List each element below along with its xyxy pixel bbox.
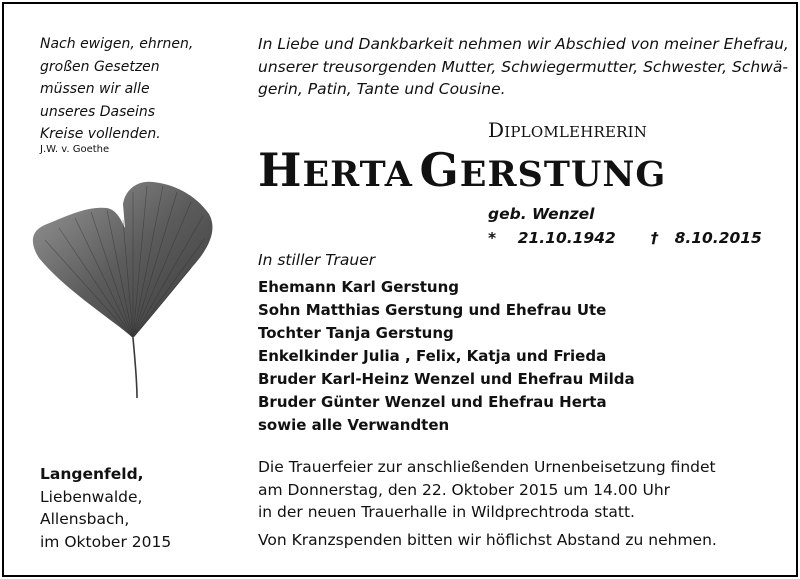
intro-line: In Liebe und Dankbarkeit nehmen wir Abschied von meiner Ehefrau, <box>258 35 789 53</box>
places-and-date <box>40 463 171 553</box>
quote-line: Kreise vollenden. <box>40 126 161 142</box>
quote-author: J.W. v. Goethe <box>40 144 110 155</box>
goethe-quote <box>40 33 240 146</box>
quote-line: Nach ewigen, ehrnen, <box>40 36 194 52</box>
mourner-line: Tochter Tanja Gerstung <box>258 324 454 342</box>
intro-line: gerin, Patin, Tante und Cousine. <box>258 80 506 98</box>
mourner-line: Enkelkinder Julia , Felix, Katja und Frieda <box>258 347 607 365</box>
place-line: Liebenwalde, <box>40 487 143 506</box>
place-line: Langenfeld, <box>40 465 144 483</box>
funeral-line: Die Trauerfeier zur anschließenden Urnenbeisetzung findet <box>258 458 716 476</box>
died-date: 8.10.2015 <box>674 229 762 247</box>
ginkgo-leaf-image <box>25 180 217 402</box>
place-line: Allensbach, <box>40 510 130 528</box>
deceased-name: HERTA GERSTUNG <box>258 143 667 197</box>
born-date: 21.10.1942 <box>517 229 616 247</box>
mourner-line: Bruder Karl-Heinz Wenzel und Ehefrau Milda <box>258 370 635 388</box>
life-dates <box>488 229 762 247</box>
mourner-line: sowie alle Verwandten <box>258 416 450 434</box>
funeral-line: in der neuen Trauerhalle in Wildprechtroda statt. <box>258 503 635 521</box>
born-symbol: * <box>488 229 497 247</box>
mourner-line: Sohn Matthias Gerstung und Ehefrau Ute <box>258 301 607 319</box>
wreath-note: Von Kranzspenden bitten wir höflichst Abstand zu nehmen. <box>258 531 717 549</box>
died-symbol: † <box>650 229 659 247</box>
mourner-line: Bruder Günter Wenzel und Ehefrau Herta <box>258 393 607 411</box>
place-line: im Oktober 2015 <box>40 532 172 551</box>
mourning-heading: In stiller Trauer <box>258 251 376 269</box>
mourner-line: Ehemann Karl Gerstung <box>258 278 460 296</box>
mourners-list <box>258 276 635 437</box>
funeral-line: am Donnerstag, den 22. Oktober 2015 um 14.00 Uhr <box>258 480 671 499</box>
birth-name: geb. Wenzel <box>488 205 595 223</box>
quote-line: unseres Daseins <box>40 103 156 120</box>
funeral-info <box>258 456 716 524</box>
deceased-title: DIPLOMLEHRERIN <box>488 118 648 142</box>
quote-line: großen Gesetzen <box>40 58 160 75</box>
intro-line: unserer treusorgenden Mutter, Schwiegermutter, Schwester, Schwä- <box>258 57 788 76</box>
quote-line: müssen wir alle <box>40 81 150 97</box>
intro-text <box>258 33 789 101</box>
